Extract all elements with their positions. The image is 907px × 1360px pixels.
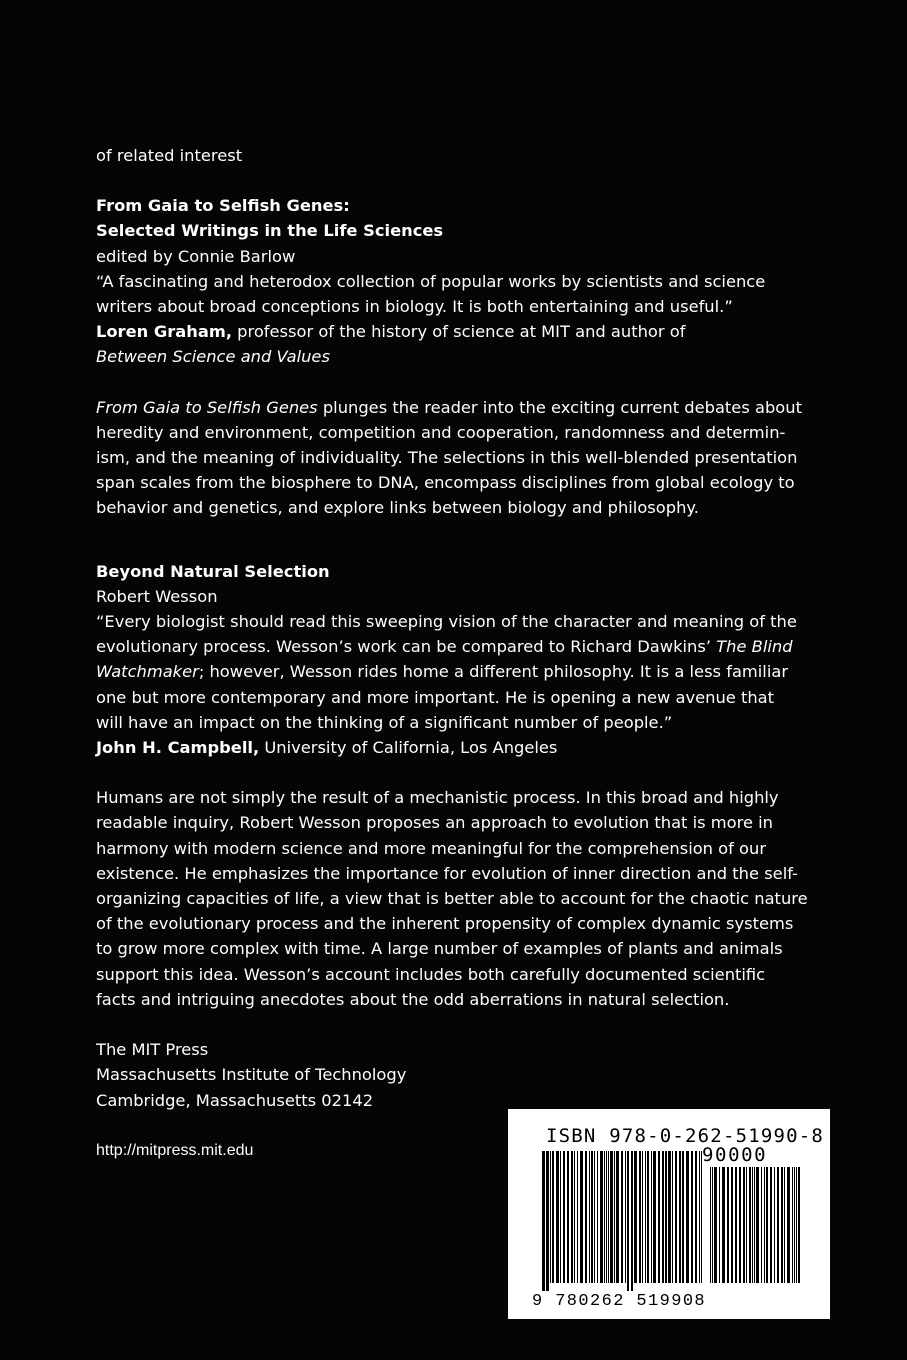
book2-quote-line: Watchmaker; however, Wesson rides home a different philosophy. It is a less familiar <box>96 662 789 682</box>
book2-description-line: harmony with modern science and more meaningful for the comprehension of our <box>96 838 767 858</box>
book2-quote-line: evolutionary process. Wesson’s work can be compared to Richard Dawkins’ The Blind <box>96 637 793 657</box>
isbn-barcode <box>508 1109 830 1319</box>
isbn-label: ISBN 978-0-262-51990-8 <box>546 1125 825 1147</box>
book1-description-line: heredity and environment, competition and cooperation, randomness and determin- <box>96 422 786 442</box>
barcode-bar <box>642 1151 643 1283</box>
book2-endorsement <box>96 735 796 760</box>
book2-description-line: support this idea. Wesson’s account includes both carefully documented scientific <box>96 964 766 984</box>
barcode-bar <box>787 1167 790 1283</box>
barcode-bar <box>695 1151 697 1283</box>
barcode-bar <box>699 1151 700 1283</box>
book1-desc-title: From Gaia to Selfish Genes <box>96 397 318 417</box>
book2-description-line: organizing capacities of life, a view that is better able to account for the chaotic nature <box>96 889 808 909</box>
barcode-bar <box>591 1151 593 1283</box>
barcode-bar <box>752 1167 753 1283</box>
barcode-bar <box>550 1151 551 1283</box>
book2-description-line: facts and intriguing anecdotes about the odd aberrations in natural selection. <box>96 989 730 1009</box>
book2-title: Beyond Natural Selection <box>96 561 330 581</box>
barcode-bar <box>606 1151 607 1283</box>
barcode-bar <box>686 1151 689 1283</box>
barcode-bar <box>792 1167 793 1283</box>
barcode-bar <box>781 1167 783 1283</box>
barcode-bar <box>556 1151 559 1283</box>
barcode-bar <box>784 1167 785 1283</box>
back-cover-text <box>96 143 808 1163</box>
barcode-bar <box>766 1167 768 1283</box>
book1-description-line: behavior and genetics, and explore links between biology and philosophy. <box>96 498 699 518</box>
barcode-bar <box>764 1167 765 1283</box>
barcode-bar <box>761 1167 762 1283</box>
barcode-bar <box>610 1151 613 1283</box>
barcode-bar <box>739 1167 741 1283</box>
barcode-bar <box>600 1151 603 1283</box>
barcode-bar <box>794 1167 795 1283</box>
barcode-bar <box>701 1151 702 1283</box>
book1-description-line: span scales from the biosphere to DNA, encompass disciplines from global ecology to <box>96 473 795 493</box>
barcode-bar <box>560 1151 561 1283</box>
barcode-bar <box>627 1151 629 1291</box>
barcode-bar <box>672 1151 673 1283</box>
barcode-bar <box>658 1151 660 1283</box>
barcode-bar <box>675 1151 677 1283</box>
book1-endorser-title: professor of the history of science at MIT and author of <box>232 322 686 342</box>
barcode-bar <box>604 1151 605 1283</box>
book2-quote-line: one but more contemporary and more important. He is opening a new avenue that <box>96 687 775 707</box>
book1-endorser-book: Between Science and Values <box>96 347 330 367</box>
barcode-bar <box>563 1151 565 1283</box>
barcode-bar <box>796 1167 797 1283</box>
publisher-name: The MIT Press <box>96 1040 209 1060</box>
publisher-address: Cambridge, Massachusetts 02142 <box>96 1090 374 1110</box>
barcode-bar <box>647 1151 649 1283</box>
barcode-bar <box>798 1167 800 1283</box>
barcode-bar <box>571 1151 573 1283</box>
barcode-bar <box>749 1167 751 1283</box>
related-interest-label: of related interest <box>96 146 243 165</box>
barcode-bar <box>682 1151 684 1283</box>
barcode-bar <box>651 1151 652 1283</box>
barcode-bar <box>589 1151 590 1283</box>
barcode-bar <box>542 1151 545 1291</box>
book1-quote-line: “A fascinating and heterodox collection of popular works by scientists and science <box>96 271 766 291</box>
book2-description-line: to grow more complex with time. A large number of examples of plants and animals <box>96 939 783 959</box>
barcode-bar <box>710 1167 711 1283</box>
barcode-bar <box>691 1151 693 1283</box>
barcode-bar <box>625 1151 626 1283</box>
barcode-bar <box>597 1151 598 1283</box>
barcode-bar <box>712 1167 713 1283</box>
barcode-bar <box>754 1167 755 1283</box>
barcode-bar <box>756 1167 759 1283</box>
book1-title-line2: Selected Writings in the Life Sciences <box>96 221 444 241</box>
ean-barcode-bars <box>542 1151 704 1291</box>
price-code: 90000 <box>702 1144 768 1166</box>
barcode-bar <box>735 1167 737 1283</box>
addon-barcode-bars <box>710 1167 800 1291</box>
barcode-bar <box>552 1151 554 1283</box>
barcode-bar <box>639 1151 641 1283</box>
barcode-bar <box>731 1167 733 1283</box>
book2-description-line: readable inquiry, Robert Wesson proposes an approach to evolution that is more in <box>96 813 773 833</box>
book2-quote-line: will have an impact on the thinking of a significant number of people.” <box>96 712 673 732</box>
book1-description-line: From Gaia to Selfish Genes plunges the reader into the exciting current debates about <box>96 397 802 417</box>
barcode-bar <box>585 1151 587 1283</box>
book2-author: Robert Wesson <box>96 586 218 606</box>
barcode-bar <box>594 1151 595 1283</box>
barcode-bar <box>774 1167 775 1283</box>
barcode-bar <box>714 1167 717 1283</box>
book2-endorser-name: John H. Campbell, <box>96 738 260 758</box>
barcode-bar <box>662 1151 664 1283</box>
barcode-bar <box>746 1167 747 1283</box>
book2-description-line: existence. He emphasizes the importance for evolution of inner direction and the self- <box>96 863 798 883</box>
barcode-bar <box>668 1151 671 1283</box>
barcode-bar <box>621 1151 623 1283</box>
barcode-bar <box>777 1167 779 1283</box>
book2-entry <box>96 559 808 1012</box>
barcode-bar <box>665 1151 667 1283</box>
book2-endorser-affiliation: University of California, Los Angeles <box>259 738 558 758</box>
publisher-url-link[interactable]: http://mitpress.mit.edu <box>96 1141 254 1159</box>
book2-description-line: of the evolutionary process and the inherent propensity of complex dynamic systems <box>96 914 794 934</box>
blind-watchmaker-title: The Blind <box>716 637 793 657</box>
barcode-bar <box>653 1151 656 1283</box>
barcode-bar <box>634 1151 637 1283</box>
barcode-bar <box>577 1151 578 1283</box>
ean-digits: 9 780262 519908 <box>532 1292 707 1311</box>
barcode-bar <box>574 1151 575 1283</box>
publisher-institution: Massachusetts Institute of Technology <box>96 1065 407 1085</box>
book2-quote-line: “Every biologist should read this sweeping vision of the character and meaning of the <box>96 612 797 632</box>
book1-description-line: ism, and the meaning of individuality. The selections in this well-blended presentation <box>96 448 798 468</box>
book1-title-line1: From Gaia to Selfish Genes: <box>96 196 350 216</box>
barcode-bar <box>679 1151 681 1283</box>
barcode-bar <box>608 1151 609 1283</box>
barcode-bar <box>722 1167 725 1283</box>
barcode-bar <box>743 1167 745 1283</box>
book1-endorsement <box>96 319 796 344</box>
book1-editor: edited by Connie Barlow <box>96 246 296 266</box>
barcode-bar <box>645 1151 646 1283</box>
barcode-bar <box>567 1151 569 1283</box>
barcode-bar <box>546 1151 549 1291</box>
barcode-bar <box>719 1167 720 1283</box>
barcode-bar <box>614 1151 615 1283</box>
barcode-bar <box>631 1151 633 1291</box>
blind-watchmaker-title: Watchmaker <box>96 662 199 682</box>
barcode-bar <box>580 1151 583 1283</box>
barcode-bar <box>770 1167 772 1283</box>
barcode-bar <box>727 1167 729 1283</box>
book1-endorser-name: Loren Graham, <box>96 322 232 342</box>
book1-entry <box>96 193 802 520</box>
book1-quote-line: writers about broad conceptions in biology. It is both entertaining and useful.” <box>96 297 733 317</box>
barcode-bar <box>616 1151 619 1283</box>
book2-description-line: Humans are not simply the result of a mechanistic process. In this broad and highly <box>96 788 779 808</box>
